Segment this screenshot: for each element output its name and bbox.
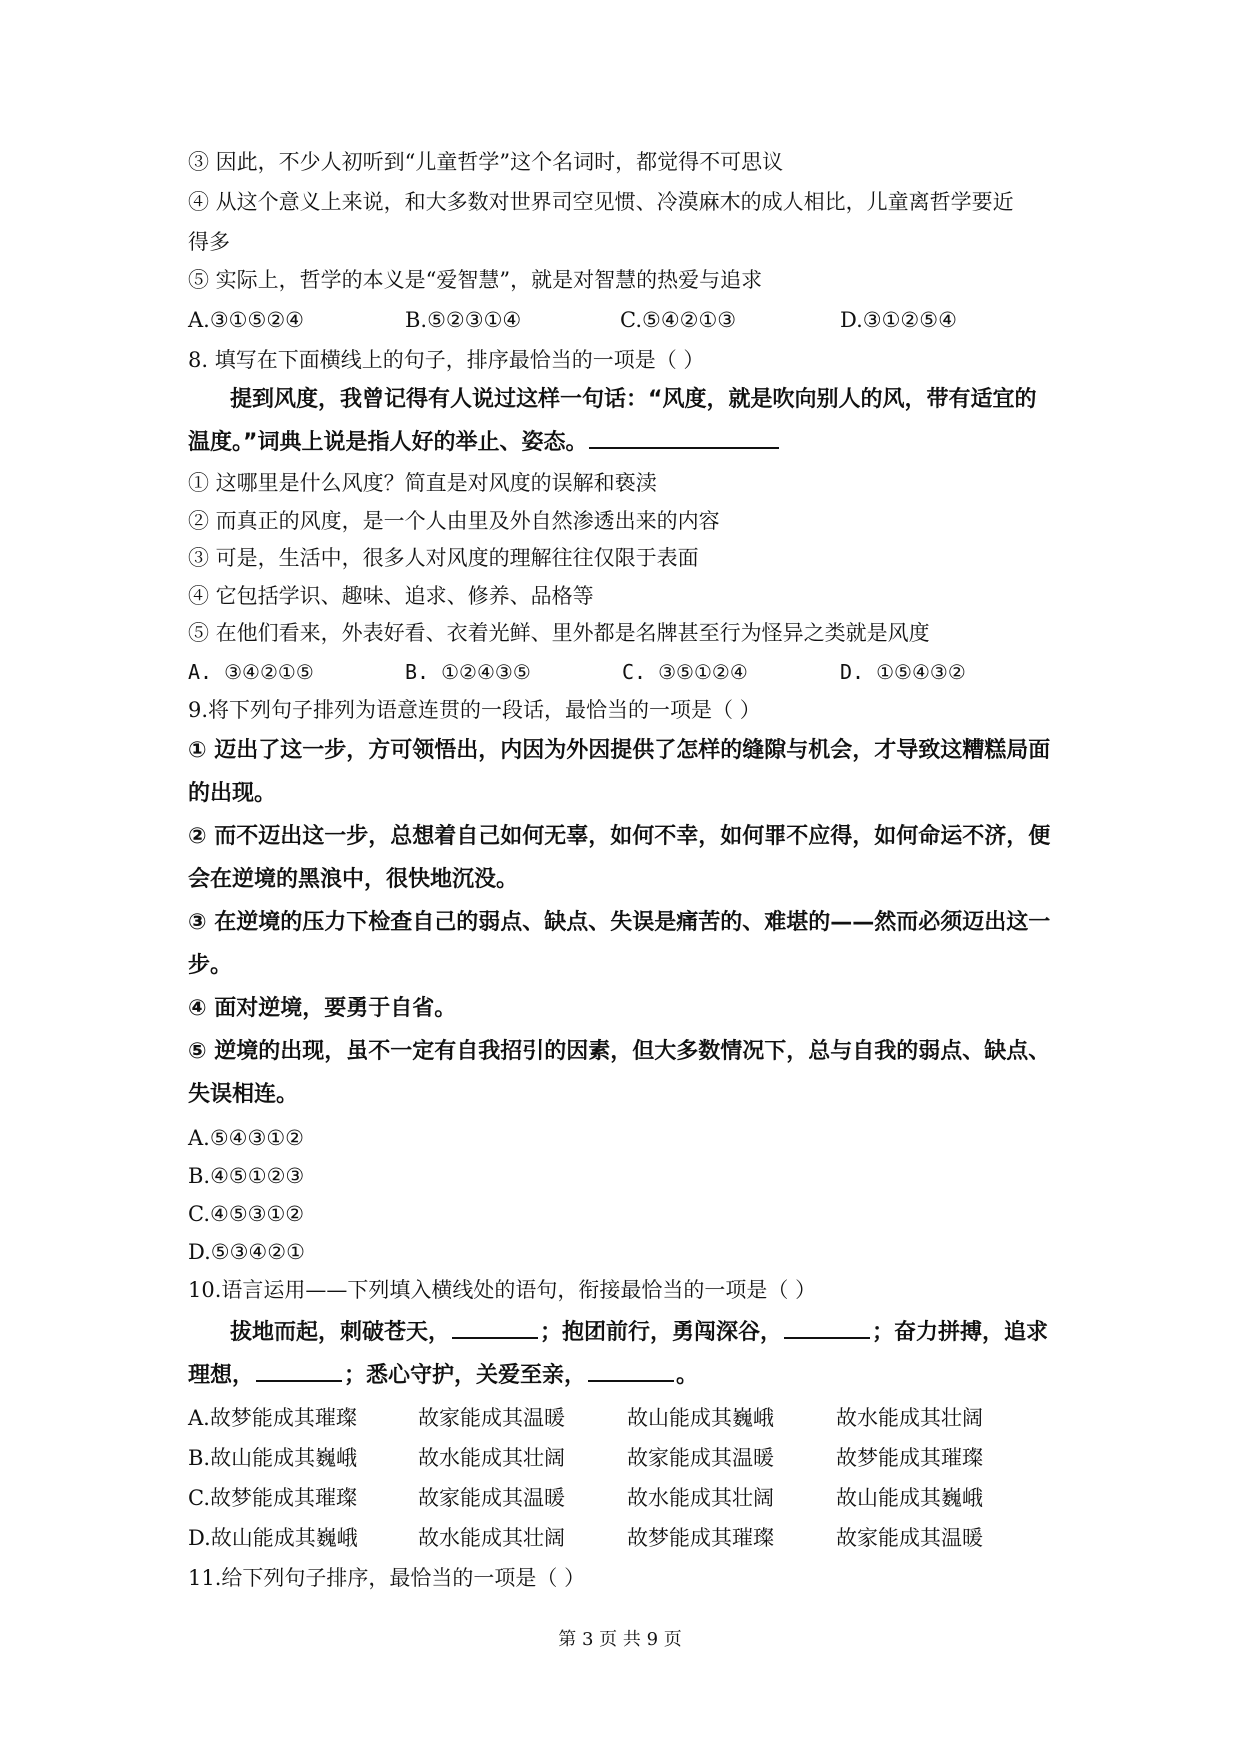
q10-option-c[interactable]: C.故梦能成其璀璨 bbox=[188, 1486, 357, 1510]
q8-passage-line2 bbox=[188, 432, 781, 454]
q9-line: 会在逆境的黑浪中，很快地沉没。 bbox=[188, 867, 519, 892]
q10-passage-line2 bbox=[188, 1365, 698, 1387]
q10-option-d-part: 故梦能成其璀璨 bbox=[627, 1526, 774, 1550]
q7-sentence-4-cont: 得多 bbox=[188, 230, 230, 254]
q8-sentence-2: ② 而真正的风度，是一个人由里及外自然渗透出来的内容 bbox=[188, 509, 720, 533]
q9-line: ③ 在逆境的压力下检查自己的弱点、缺点、失误是痛苦的、难堪的——然而必须迈出这一 bbox=[188, 910, 1051, 935]
q8-sentence-1: ① 这哪里是什么风度？简直是对风度的误解和亵渎 bbox=[188, 471, 657, 495]
q8-sentence-5: ⑤ 在他们看来，外表好看、衣着光鲜、里外都是名牌甚至行为怪异之类就是风度 bbox=[188, 621, 930, 645]
q7-option-d[interactable]: D.③①②⑤④ bbox=[840, 308, 957, 332]
q10-text: ；悉心守护，关爱至亲， bbox=[344, 1363, 587, 1388]
q8-passage-line1: 提到风度，我曾记得有人说过这样一句话：“风度，就是吹向别人的风，带有适宜的 bbox=[230, 387, 1037, 412]
q9-line: ① 迈出了这一步，方可领悟出，内因为外因提供了怎样的缝隙与机会，才导致这糟糕局面 bbox=[188, 738, 1051, 763]
q7-sentence-3: ③ 因此，不少人初听到“儿童哲学”这个名词时，都觉得不可思议 bbox=[188, 150, 784, 174]
q9-line: 的出现。 bbox=[188, 781, 277, 806]
q9-option-a[interactable]: A.⑤④③①② bbox=[188, 1126, 304, 1150]
q9-line: ② 而不迈出这一步，总想着自己如何无辜，如何不幸，如何罪不应得，如何命运不济，便 bbox=[188, 824, 1051, 849]
q10-option-a-part: 故山能成其巍峨 bbox=[627, 1406, 774, 1430]
q9-line: 步。 bbox=[188, 953, 233, 978]
q8-option-b[interactable]: B. ①②④③⑤ bbox=[405, 660, 531, 684]
q9-line: ④ 面对逆境，要勇于自省。 bbox=[188, 996, 457, 1021]
q8-sentence-4: ④ 它包括学识、趣味、追求、修养、品格等 bbox=[188, 584, 594, 608]
q10-option-b[interactable]: B.故山能成其巍峨 bbox=[188, 1446, 358, 1470]
q8-answer-blank[interactable] bbox=[589, 445, 779, 449]
q8-option-d[interactable]: D. ①⑤④③② bbox=[840, 660, 966, 684]
q10-option-b-part: 故家能成其温暖 bbox=[627, 1446, 774, 1470]
q10-blank-2[interactable] bbox=[784, 1335, 870, 1339]
q9-line: 失误相连。 bbox=[188, 1082, 299, 1107]
q10-option-d-part: 故家能成其温暖 bbox=[836, 1526, 983, 1550]
q10-option-a-part: 故家能成其温暖 bbox=[418, 1406, 565, 1430]
q7-option-c[interactable]: C.⑤④②①③ bbox=[620, 308, 737, 332]
q10-text: 拔地而起，刺破苍天， bbox=[230, 1320, 451, 1345]
q8-option-a[interactable]: A. ③④②①⑤ bbox=[188, 660, 314, 684]
q9-stem: 9.将下列句子排列为语意连贯的一段话，最恰当的一项是（ ） bbox=[188, 698, 761, 722]
q9-option-b[interactable]: B.④⑤①②③ bbox=[188, 1164, 305, 1188]
q10-option-b-part: 故梦能成其璀璨 bbox=[836, 1446, 983, 1470]
q8-option-c[interactable]: C. ③⑤①②④ bbox=[622, 660, 748, 684]
q10-text: ；奋力拼搏，追求 bbox=[872, 1320, 1049, 1345]
q10-passage-line1 bbox=[230, 1322, 1048, 1344]
q10-option-a[interactable]: A.故梦能成其璀璨 bbox=[188, 1406, 357, 1430]
q10-blank-1[interactable] bbox=[452, 1335, 538, 1339]
q10-option-c-part: 故水能成其壮阔 bbox=[627, 1486, 774, 1510]
q8-passage-text: 温度。”词典上说是指人好的举止、姿态。 bbox=[188, 430, 588, 455]
q9-option-d[interactable]: D.⑤③④②① bbox=[188, 1240, 305, 1264]
q7-sentence-5: ⑤ 实际上，哲学的本义是“爱智慧”，就是对智慧的热爱与追求 bbox=[188, 268, 763, 292]
q11-stem: 11.给下列句子排序，最恰当的一项是（ ） bbox=[188, 1566, 586, 1590]
q8-sentence-3: ③ 可是，生活中，很多人对风度的理解往往仅限于表面 bbox=[188, 546, 699, 570]
q10-option-a-part: 故水能成其壮阔 bbox=[836, 1406, 983, 1430]
q10-blank-4[interactable] bbox=[588, 1378, 674, 1382]
q10-option-d[interactable]: D.故山能成其巍峨 bbox=[188, 1526, 358, 1550]
q10-text: ；抱团前行，勇闯深谷， bbox=[540, 1320, 783, 1345]
page-footer: 第 3 页 共 9 页 bbox=[558, 1629, 682, 1650]
q8-stem: 8. 填写在下面横线上的句子，排序最恰当的一项是（ ） bbox=[188, 348, 705, 372]
q10-option-b-part: 故水能成其壮阔 bbox=[418, 1446, 565, 1470]
q10-stem: 10.语言运用——下列填入横线处的语句，衔接最恰当的一项是（ ） bbox=[188, 1278, 817, 1302]
q7-sentence-4: ④ 从这个意义上来说，和大多数对世界司空见惯、冷漠麻木的成人相比，儿童离哲学要近 bbox=[188, 190, 1014, 214]
q9-option-c[interactable]: C.④⑤③①② bbox=[188, 1202, 305, 1226]
q7-option-b[interactable]: B.⑤②③①④ bbox=[405, 308, 522, 332]
q10-option-c-part: 故家能成其温暖 bbox=[418, 1486, 565, 1510]
q10-text: 理想， bbox=[188, 1363, 255, 1388]
q10-text: 。 bbox=[676, 1363, 699, 1388]
q9-line: ⑤ 逆境的出现，虽不一定有自我招引的因素，但大多数情况下，总与自我的弱点、缺点、 bbox=[188, 1039, 1051, 1064]
q7-option-a[interactable]: A.③①⑤②④ bbox=[188, 308, 304, 332]
q10-blank-3[interactable] bbox=[256, 1378, 342, 1382]
q10-option-c-part: 故山能成其巍峨 bbox=[836, 1486, 983, 1510]
q10-option-d-part: 故水能成其壮阔 bbox=[418, 1526, 565, 1550]
